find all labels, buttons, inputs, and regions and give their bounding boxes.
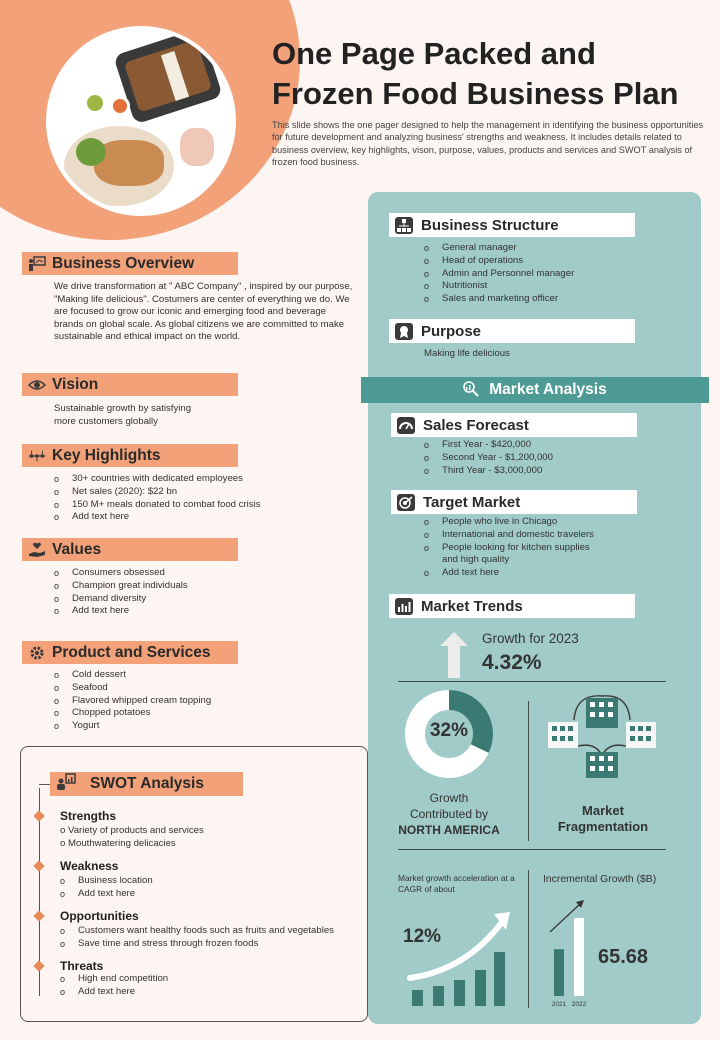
- business-overview-text: We drive transformation at " ABC Company" , inspired by our purpose, "Making life delicious". Costumers are center of everything we do. We are focused to grow our iconic and emerging food and beverage brands on global scale. As global citizens we are committed to make sustainable and ethical impact on the world.: [54, 281, 353, 342]
- target-market-header: [391, 490, 637, 514]
- market-analysis-band: [361, 377, 709, 403]
- list-item: o Business location: [60, 875, 153, 888]
- list-item-text: People looking for kitchen supplies: [442, 541, 590, 553]
- caption-region: NORTH AMERICA: [398, 823, 500, 837]
- market-trends-title: Market Trends: [421, 597, 523, 615]
- key-highlights-header: [22, 444, 238, 467]
- tick-label-2021: 2021: [551, 1001, 567, 1008]
- list-item: o Add text here: [60, 986, 168, 999]
- magnifier-chart-icon: [463, 381, 479, 400]
- list-item: o Add text here: [54, 605, 354, 618]
- list-item: o Add text here: [424, 567, 694, 580]
- caption-line: Market: [582, 803, 624, 818]
- opportunities-title: Opportunities: [60, 909, 139, 923]
- fragmentation-buildings-icon: [546, 692, 658, 780]
- up-arrow-icon: [440, 632, 468, 678]
- divider: [528, 870, 529, 1008]
- divider: [528, 701, 529, 841]
- incremental-growth-value: 65.68: [598, 946, 649, 968]
- acceleration-label: Market growth acceleration at a CAGR of about: [398, 873, 515, 894]
- title-line-2: Frozen Food Business Plan: [272, 76, 679, 111]
- market-trends-header: [389, 594, 635, 618]
- list-item: o Yogurt: [54, 720, 354, 733]
- business-overview-header: [22, 252, 238, 275]
- list-item: o Add text here: [60, 888, 153, 901]
- intro-text: This slide shows the one pager designed to help the management in identifying the business opportunities for future development and analyzing business' strengths and weakness. It includes details related to business overview, key highlights, vison, purpose, values, products and services and SWOT analysis of frozen food business.: [272, 120, 704, 167]
- business-overview-title: Business Overview: [52, 254, 195, 272]
- eye-icon: [28, 377, 46, 393]
- products-list: [54, 669, 354, 733]
- list-item: o Second Year - $1,200,000: [424, 452, 694, 465]
- purpose-header: [389, 319, 635, 343]
- list-item: [424, 542, 694, 568]
- list-item: o Save time and stress through frozen foods: [60, 938, 370, 951]
- divider: [398, 849, 666, 850]
- list-item: o International and domestic travelers: [424, 529, 694, 542]
- tick-label-2022: 2022: [571, 1001, 587, 1008]
- target-market-title: Target Market: [423, 493, 521, 511]
- key-highlights-title: Key Highlights: [52, 446, 161, 464]
- list-item: o First Year - $420,000: [424, 439, 694, 452]
- acceleration-graphic: [406, 908, 516, 1008]
- list-item: o Cold dessert: [54, 669, 354, 682]
- list-item: o Variety of products and services: [60, 825, 204, 836]
- donut-percentage: 32%: [429, 720, 469, 741]
- weakness-title: Weakness: [60, 859, 119, 873]
- north-america-caption: [384, 790, 514, 838]
- list-item: o High end competition: [60, 973, 168, 986]
- strengths-list: [60, 825, 204, 851]
- list-item-continuation: and high quality: [442, 554, 510, 566]
- purpose-title: Purpose: [421, 322, 482, 340]
- vision-title: Vision: [52, 375, 99, 393]
- key-highlights-list: [54, 473, 354, 524]
- target-icon: [397, 494, 415, 511]
- list-item: o Third Year - $3,000,000: [424, 465, 694, 478]
- list-item: o Nutritionist: [424, 280, 694, 293]
- gear-icon: [28, 645, 46, 661]
- strengths-title: Strengths: [60, 809, 117, 823]
- list-item: o 150 M+ meals donated to combat food crisis: [54, 499, 354, 512]
- incremental-growth-label: Incremental Growth ($B): [543, 874, 657, 885]
- growth-value: 4.32%: [482, 651, 542, 674]
- fragmentation-caption: [536, 803, 670, 835]
- values-header: [22, 538, 238, 561]
- list-item: o Flavored whipped cream topping: [54, 695, 354, 708]
- divider: [398, 681, 666, 682]
- business-structure-header: [389, 213, 635, 237]
- business-structure-list: [424, 242, 694, 306]
- bar-chart-icon: [395, 598, 413, 615]
- org-chart-icon: [395, 217, 413, 234]
- list-item: o General manager: [424, 242, 694, 255]
- list-item: o Head of operations: [424, 255, 694, 268]
- list-item: o Consumers obsessed: [54, 567, 354, 580]
- caption-line: Growth: [429, 791, 469, 805]
- acceleration-value: 12%: [403, 926, 442, 947]
- title-line-1: One Page Packed and: [272, 36, 596, 71]
- chart-people-icon: [56, 773, 76, 796]
- sales-forecast-header: [391, 413, 637, 437]
- food-photo: [46, 26, 236, 216]
- swot-header: [50, 772, 243, 796]
- values-title: Values: [52, 540, 102, 558]
- market-analysis-title: Market Analysis: [489, 381, 607, 398]
- threats-title: Threats: [60, 959, 104, 973]
- opportunities-list: [60, 925, 370, 951]
- list-item: o Net sales (2020): $22 bn: [54, 486, 354, 499]
- weakness-list: [60, 875, 153, 901]
- timeline-icon: [28, 448, 46, 464]
- list-item: o Admin and Personnel manager: [424, 268, 694, 281]
- caption-line: Fragmentation: [557, 819, 649, 834]
- list-item: o Add text here: [54, 511, 354, 524]
- threats-list: [60, 973, 168, 999]
- growth-label: Growth for 2023: [482, 631, 579, 646]
- badge-icon: [395, 323, 413, 340]
- gauge-icon: [397, 417, 415, 434]
- business-structure-title: Business Structure: [421, 216, 559, 234]
- vision-text: [54, 403, 354, 428]
- list-item: o Demand diversity: [54, 593, 354, 606]
- products-title: Product and Services: [52, 643, 211, 661]
- swot-title: SWOT Analysis: [90, 775, 204, 792]
- vision-header: [22, 373, 238, 396]
- target-market-list: [424, 516, 694, 580]
- list-item: o People who live in Chicago: [424, 516, 694, 529]
- list-item: o Mouthwatering delicacies: [60, 837, 176, 849]
- list-item: o Seafood: [54, 682, 354, 695]
- bar-2021: [554, 949, 564, 996]
- list-item: o Champion great individuals: [54, 580, 354, 593]
- presentation-icon: [28, 256, 46, 272]
- list-item: o 30+ countries with dedicated employees: [54, 473, 354, 486]
- bar-2022: [574, 918, 584, 996]
- purpose-text: Making life delicious: [424, 348, 510, 359]
- vision-line-1: Sustainable growth by satisfying: [54, 403, 192, 414]
- caption-line: Contributed by: [409, 807, 489, 821]
- hand-heart-icon: [28, 542, 46, 558]
- sales-forecast-list: [424, 439, 694, 477]
- page-title: [272, 34, 702, 114]
- sales-forecast-title: Sales Forecast: [423, 416, 529, 434]
- values-list: [54, 567, 354, 618]
- products-header: [22, 641, 238, 664]
- list-item: o Customers want healthy foods such as fruits and vegetables: [60, 925, 370, 938]
- vision-line-2: more customers globally: [54, 415, 158, 427]
- list-item: o Sales and marketing officer: [424, 293, 694, 306]
- list-item: o Chopped potatoes: [54, 707, 354, 720]
